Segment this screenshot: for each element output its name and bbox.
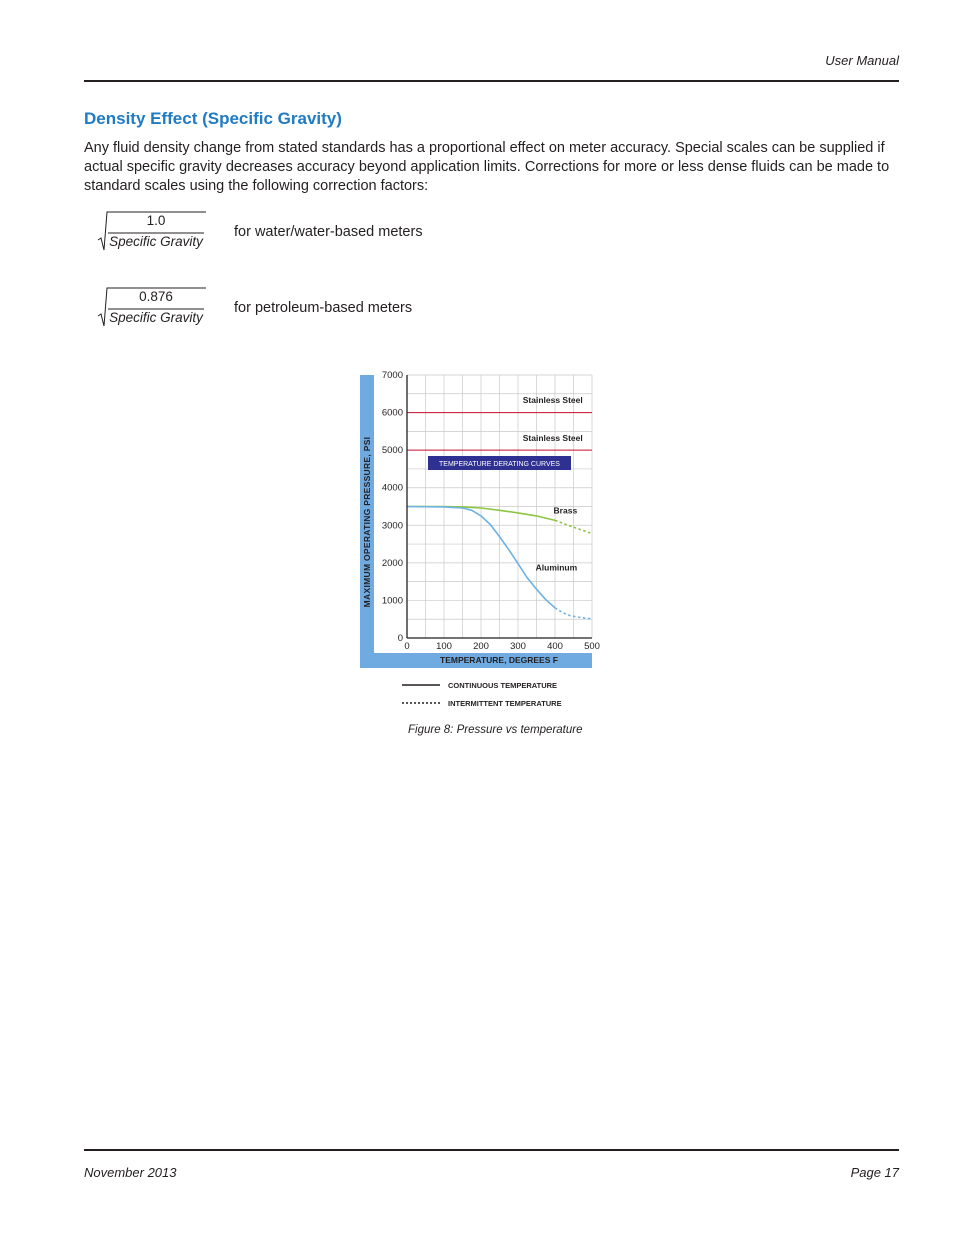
series-label-stainless-steel-5000: Stainless Steel <box>522 433 583 444</box>
x-axis-label: TEMPERATURE, DEGREES F <box>440 655 558 665</box>
formula-denominator: Specific Gravity <box>109 234 203 249</box>
y-tick-label: 4000 <box>381 482 403 494</box>
x-tick-label: 200 <box>473 641 489 652</box>
x-tick-label: 400 <box>547 641 563 652</box>
formula-denominator: Specific Gravity <box>109 310 203 325</box>
series-label-stainless-steel-6000: Stainless Steel <box>522 394 583 405</box>
series-label-aluminum: Aluminum <box>535 562 578 573</box>
y-axis-label: MAXIMUM OPERATING PRESSURE, PSI <box>362 436 372 608</box>
footer-date: November 2013 <box>84 1165 177 1180</box>
pressure-temperature-chart <box>352 362 612 718</box>
y-tick-label: 0 <box>397 633 403 644</box>
footer-page-number: Page 17 <box>850 1165 899 1180</box>
legend-intermittent-label: INTERMITTENT TEMPERATURE <box>448 699 562 708</box>
formula-description-petroleum: for petroleum-based meters <box>234 300 413 316</box>
correction-formula-water <box>96 210 208 256</box>
y-tick-label: 5000 <box>381 445 403 457</box>
header-label: User Manual <box>825 53 899 68</box>
x-tick-label: 500 <box>584 641 600 652</box>
y-tick-label: 2000 <box>381 557 403 569</box>
chart-title: TEMPERATURE DERATING CURVES <box>439 461 560 468</box>
formula-numerator: 0.876 <box>139 289 173 304</box>
intro-paragraph: Any fluid density change from stated standards has a proportional effect on meter accuracy. Special scales can be supplied if actual specific gravity decreases accuracy beyond application limits. Corrections for more or less dense fluids can be made to standard scales using the following correction factors: <box>84 140 890 194</box>
chart-canvas <box>352 362 612 718</box>
figure-caption: Figure 8: Pressure vs temperature <box>408 724 583 736</box>
footer-rule <box>84 1149 899 1151</box>
x-tick-label: 0 <box>404 641 410 652</box>
x-tick-label: 300 <box>510 641 526 652</box>
y-tick-label: 6000 <box>381 407 403 419</box>
x-tick-label: 100 <box>436 641 452 652</box>
y-tick-label: 7000 <box>381 370 403 381</box>
y-tick-label: 1000 <box>381 595 403 607</box>
header-rule <box>84 80 899 82</box>
correction-formula-petroleum <box>96 286 208 332</box>
section-title: Density Effect (Specific Gravity) <box>84 109 342 128</box>
series-label-brass: Brass <box>553 505 578 516</box>
formula-description-water: for water/water-based meters <box>234 224 423 240</box>
y-tick-label: 3000 <box>381 520 403 532</box>
formula-numerator: 1.0 <box>146 213 166 228</box>
legend-continuous-label: CONTINUOUS TEMPERATURE <box>448 681 558 690</box>
